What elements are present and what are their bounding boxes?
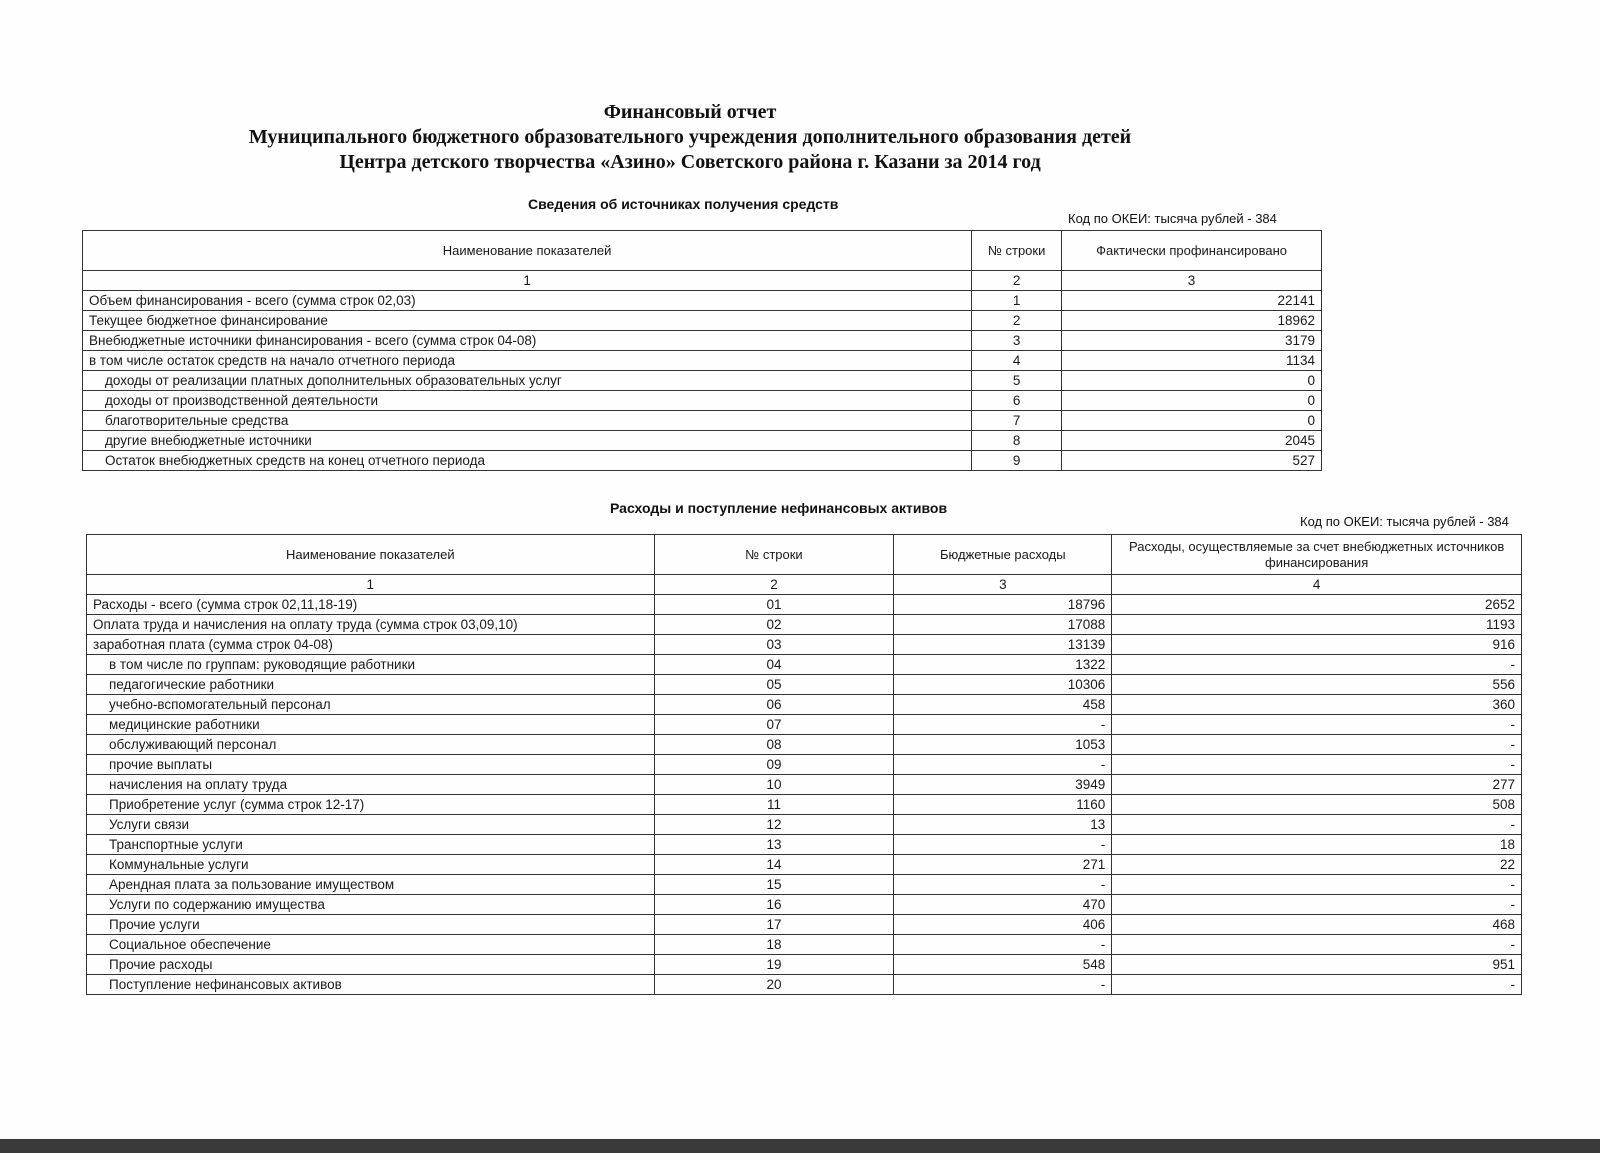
row-name: Поступление нефинансовых активов: [87, 975, 655, 995]
row-value: 0: [1062, 371, 1322, 391]
row-name: Арендная плата за пользование имуществом: [87, 875, 655, 895]
table-row: [87, 675, 1522, 695]
row-name: заработная плата (сумма строк 04-08): [87, 635, 655, 655]
row-extra: -: [1112, 715, 1522, 735]
row-budget: 13: [894, 815, 1112, 835]
row-line: 8: [972, 431, 1062, 451]
table-row: [87, 615, 1522, 635]
row-name: доходы от реализации платных дополнительных образовательных услуг: [83, 371, 972, 391]
row-extra: 951: [1112, 955, 1522, 975]
row-extra: 916: [1112, 635, 1522, 655]
row-extra: 508: [1112, 795, 1522, 815]
row-line: 5: [972, 371, 1062, 391]
row-value: 0: [1062, 391, 1322, 411]
header-line-number: № строки: [654, 535, 894, 575]
row-line: 2: [972, 311, 1062, 331]
table-row: [83, 351, 1322, 371]
row-name: Расходы - всего (сумма строк 02,11,18-19): [87, 595, 655, 615]
row-line: 03: [654, 635, 894, 655]
table-row: [87, 955, 1522, 975]
row-line: 18: [654, 935, 894, 955]
row-extra: -: [1112, 735, 1522, 755]
row-value: 2045: [1062, 431, 1322, 451]
row-budget: 470: [894, 895, 1112, 915]
row-budget: 17088: [894, 615, 1112, 635]
report-header: [180, 100, 1200, 175]
row-name: Услуги связи: [87, 815, 655, 835]
row-name: Социальное обеспечение: [87, 935, 655, 955]
table-row: [87, 735, 1522, 755]
row-budget: -: [894, 875, 1112, 895]
row-name: в том числе остаток средств на начало отчетного периода: [83, 351, 972, 371]
row-line: 08: [654, 735, 894, 755]
table-row: [83, 331, 1322, 351]
row-line: 19: [654, 955, 894, 975]
row-extra: -: [1112, 975, 1522, 995]
row-name: благотворительные средства: [83, 411, 972, 431]
row-budget: 1160: [894, 795, 1112, 815]
col-number: 4: [1112, 575, 1522, 595]
header-budget-expenses: Бюджетные расходы: [894, 535, 1112, 575]
row-budget: 548: [894, 955, 1112, 975]
row-line: 10: [654, 775, 894, 795]
row-budget: 3949: [894, 775, 1112, 795]
row-line: 7: [972, 411, 1062, 431]
table-row: [87, 855, 1522, 875]
row-value: 527: [1062, 451, 1322, 471]
expenses-section-title: Расходы и поступление нефинансовых активов: [610, 500, 948, 516]
row-extra: -: [1112, 655, 1522, 675]
row-line: 11: [654, 795, 894, 815]
row-name: другие внебюджетные источники: [83, 431, 972, 451]
row-line: 14: [654, 855, 894, 875]
row-budget: 458: [894, 695, 1112, 715]
expenses-header-row: [87, 535, 1522, 575]
row-line: 01: [654, 595, 894, 615]
header-indicator-name: Наименование показателей: [83, 231, 972, 271]
row-value: 0: [1062, 411, 1322, 431]
row-budget: 406: [894, 915, 1112, 935]
row-budget: 13139: [894, 635, 1112, 655]
header-extrabudget-expenses: Расходы, осуществляемые за счет внебюджетных источников финансирования: [1112, 535, 1522, 575]
table-row: [87, 915, 1522, 935]
table-row: [87, 795, 1522, 815]
row-value: 22141: [1062, 291, 1322, 311]
row-extra: 18: [1112, 835, 1522, 855]
row-name: учебно-вспомогательный персонал: [87, 695, 655, 715]
row-budget: -: [894, 715, 1112, 735]
row-extra: 277: [1112, 775, 1522, 795]
row-extra: -: [1112, 935, 1522, 955]
row-line: 20: [654, 975, 894, 995]
row-extra: -: [1112, 875, 1522, 895]
table-row: [83, 291, 1322, 311]
table-row: [83, 431, 1322, 451]
row-line: 05: [654, 675, 894, 695]
table-row: [87, 635, 1522, 655]
row-budget: 1322: [894, 655, 1112, 675]
header-line-number: № строки: [972, 231, 1062, 271]
row-name: Коммунальные услуги: [87, 855, 655, 875]
row-line: 6: [972, 391, 1062, 411]
row-budget: -: [894, 975, 1112, 995]
sources-header-row: [83, 231, 1322, 271]
table-row: [87, 755, 1522, 775]
header-actual-financed: Фактически профинансировано: [1062, 231, 1322, 271]
row-extra: -: [1112, 755, 1522, 775]
row-line: 09: [654, 755, 894, 775]
report-subtitle-institution: Муниципального бюджетного образовательного учреждения дополнительного образования детей: [248, 126, 1132, 148]
row-extra: 556: [1112, 675, 1522, 695]
sources-okei-code: Код по ОКЕИ: тысяча рублей - 384: [1068, 211, 1277, 226]
table-row: [87, 775, 1522, 795]
col-number: 1: [87, 575, 655, 595]
col-number: 1: [83, 271, 972, 291]
row-budget: 1053: [894, 735, 1112, 755]
row-name: доходы от производственной деятельности: [83, 391, 972, 411]
row-line: 1: [972, 291, 1062, 311]
row-budget: -: [894, 835, 1112, 855]
table-row: [87, 935, 1522, 955]
col-number: 2: [972, 271, 1062, 291]
expenses-okei-code: Код по ОКЕИ: тысяча рублей - 384: [1300, 514, 1509, 529]
row-name: Прочие услуги: [87, 915, 655, 935]
row-name: Приобретение услуг (сумма строк 12-17): [87, 795, 655, 815]
report-title: Финансовый отчет: [603, 101, 777, 123]
row-name: прочие выплаты: [87, 755, 655, 775]
table-row: [87, 655, 1522, 675]
row-line: 04: [654, 655, 894, 675]
row-name: начисления на оплату труда: [87, 775, 655, 795]
row-extra: 468: [1112, 915, 1522, 935]
row-extra: -: [1112, 895, 1522, 915]
table-row: [87, 875, 1522, 895]
row-line: 02: [654, 615, 894, 635]
row-name: педагогические работники: [87, 675, 655, 695]
row-name: Объем финансирования - всего (сумма строк 02,03): [83, 291, 972, 311]
row-line: 3: [972, 331, 1062, 351]
row-extra: 360: [1112, 695, 1522, 715]
table-row: [87, 815, 1522, 835]
col-number: 2: [654, 575, 894, 595]
sources-section-title: Сведения об источниках получения средств: [528, 196, 839, 212]
row-budget: -: [894, 935, 1112, 955]
row-name: обслуживающий персонал: [87, 735, 655, 755]
row-value: 1134: [1062, 351, 1322, 371]
row-line: 17: [654, 915, 894, 935]
row-line: 15: [654, 875, 894, 895]
row-line: 4: [972, 351, 1062, 371]
row-name: Услуги по содержанию имущества: [87, 895, 655, 915]
report-subtitle-center: Центра детского творчества «Азино» Советского района г. Казани за 2014 год: [339, 151, 1041, 173]
row-budget: -: [894, 755, 1112, 775]
row-line: 13: [654, 835, 894, 855]
table-row: [83, 451, 1322, 471]
row-budget: 271: [894, 855, 1112, 875]
row-line: 12: [654, 815, 894, 835]
table-row: [83, 311, 1322, 331]
row-extra: 1193: [1112, 615, 1522, 635]
col-number: 3: [894, 575, 1112, 595]
scan-bottom-edge: [0, 1139, 1600, 1153]
row-line: 16: [654, 895, 894, 915]
table-row: [87, 595, 1522, 615]
header-indicator-name: Наименование показателей: [87, 535, 655, 575]
row-budget: 10306: [894, 675, 1112, 695]
table-row: [87, 975, 1522, 995]
row-line: 06: [654, 695, 894, 715]
table-row: [87, 715, 1522, 735]
row-name: Оплата труда и начисления на оплату труда (сумма строк 03,09,10): [87, 615, 655, 635]
table-row: [83, 391, 1322, 411]
row-budget: 18796: [894, 595, 1112, 615]
row-name: медицинские работники: [87, 715, 655, 735]
row-name: Остаток внебюджетных средств на конец отчетного периода: [83, 451, 972, 471]
row-extra: -: [1112, 815, 1522, 835]
sources-table: [82, 230, 1322, 471]
row-line: 9: [972, 451, 1062, 471]
table-row: [87, 835, 1522, 855]
row-extra: 22: [1112, 855, 1522, 875]
row-value: 18962: [1062, 311, 1322, 331]
expenses-table: [86, 534, 1522, 995]
row-name: в том числе по группам: руководящие работники: [87, 655, 655, 675]
row-name: Текущее бюджетное финансирование: [83, 311, 972, 331]
row-extra: 2652: [1112, 595, 1522, 615]
row-name: Внебюджетные источники финансирования - всего (сумма строк 04-08): [83, 331, 972, 351]
row-name: Прочие расходы: [87, 955, 655, 975]
row-line: 07: [654, 715, 894, 735]
row-name: Транспортные услуги: [87, 835, 655, 855]
table-row: [83, 371, 1322, 391]
sources-col-number-row: [83, 271, 1322, 291]
table-row: [83, 411, 1322, 431]
row-value: 3179: [1062, 331, 1322, 351]
table-row: [87, 895, 1522, 915]
table-row: [87, 695, 1522, 715]
col-number: 3: [1062, 271, 1322, 291]
expenses-col-number-row: [87, 575, 1522, 595]
